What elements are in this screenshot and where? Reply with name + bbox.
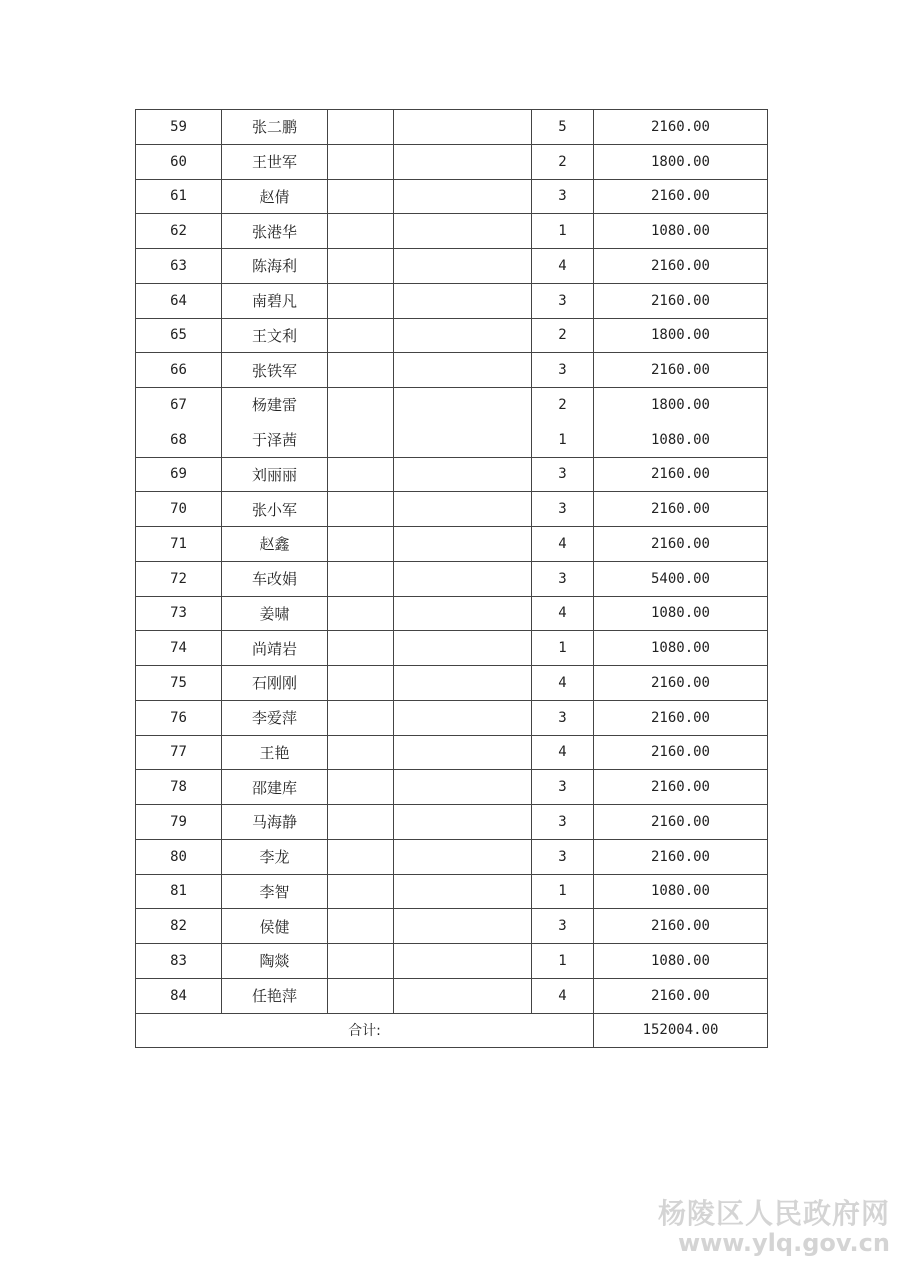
cell-name: 刘丽丽 bbox=[222, 457, 328, 492]
cell-number: 81 bbox=[136, 874, 222, 909]
cell-empty-1 bbox=[328, 596, 394, 631]
table-row bbox=[136, 179, 768, 214]
cell-name: 陶燚 bbox=[222, 944, 328, 979]
cell-name: 赵倩 bbox=[222, 179, 328, 214]
table-row bbox=[136, 492, 768, 527]
cell-empty-2 bbox=[394, 596, 532, 631]
cell-count: 1 bbox=[532, 422, 594, 457]
cell-empty-1 bbox=[328, 561, 394, 596]
cell-amount: 2160.00 bbox=[594, 839, 768, 874]
cell-empty-2 bbox=[394, 144, 532, 179]
table-row bbox=[136, 839, 768, 874]
cell-number: 77 bbox=[136, 735, 222, 770]
cell-number: 61 bbox=[136, 179, 222, 214]
cell-number: 70 bbox=[136, 492, 222, 527]
cell-empty-1 bbox=[328, 353, 394, 388]
cell-amount: 1800.00 bbox=[594, 318, 768, 353]
cell-amount: 2160.00 bbox=[594, 700, 768, 735]
cell-name: 尚靖岩 bbox=[222, 631, 328, 666]
cell-count: 3 bbox=[532, 492, 594, 527]
cell-amount: 2160.00 bbox=[594, 249, 768, 284]
table-row bbox=[136, 700, 768, 735]
cell-empty-2 bbox=[394, 214, 532, 249]
cell-empty-2 bbox=[394, 110, 532, 145]
cell-count: 3 bbox=[532, 805, 594, 840]
cell-amount: 1080.00 bbox=[594, 631, 768, 666]
cell-name: 张铁军 bbox=[222, 353, 328, 388]
cell-count: 2 bbox=[532, 318, 594, 353]
cell-number: 73 bbox=[136, 596, 222, 631]
cell-empty-1 bbox=[328, 249, 394, 284]
table-row bbox=[136, 214, 768, 249]
cell-amount: 1080.00 bbox=[594, 596, 768, 631]
cell-empty-2 bbox=[394, 457, 532, 492]
cell-count: 4 bbox=[532, 527, 594, 562]
cell-amount: 1080.00 bbox=[594, 944, 768, 979]
table-row bbox=[136, 457, 768, 492]
cell-empty-2 bbox=[394, 770, 532, 805]
cell-count: 2 bbox=[532, 144, 594, 179]
cell-count: 4 bbox=[532, 666, 594, 701]
cell-number: 75 bbox=[136, 666, 222, 701]
cell-empty-2 bbox=[394, 700, 532, 735]
cell-empty-1 bbox=[328, 735, 394, 770]
cell-amount: 2160.00 bbox=[594, 735, 768, 770]
table-row bbox=[136, 561, 768, 596]
roster-table bbox=[135, 109, 768, 1048]
cell-number: 72 bbox=[136, 561, 222, 596]
roster-body bbox=[136, 110, 768, 1014]
cell-empty-1 bbox=[328, 144, 394, 179]
cell-empty-2 bbox=[394, 874, 532, 909]
cell-empty-2 bbox=[394, 249, 532, 284]
cell-amount: 2160.00 bbox=[594, 179, 768, 214]
table-row bbox=[136, 909, 768, 944]
cell-number: 78 bbox=[136, 770, 222, 805]
cell-amount: 2160.00 bbox=[594, 492, 768, 527]
cell-empty-1 bbox=[328, 110, 394, 145]
table-row bbox=[136, 422, 768, 457]
total-label: 合计: bbox=[136, 1013, 594, 1048]
cell-name: 南碧凡 bbox=[222, 283, 328, 318]
site-watermark bbox=[658, 1198, 890, 1258]
cell-number: 67 bbox=[136, 388, 222, 423]
table-row bbox=[136, 666, 768, 701]
watermark-site-name: 杨陵区人民政府网 bbox=[657, 1197, 890, 1230]
cell-amount: 5400.00 bbox=[594, 561, 768, 596]
cell-empty-2 bbox=[394, 805, 532, 840]
table-row bbox=[136, 805, 768, 840]
cell-empty-1 bbox=[328, 422, 394, 457]
cell-empty-1 bbox=[328, 457, 394, 492]
cell-number: 80 bbox=[136, 839, 222, 874]
cell-name: 张二鹏 bbox=[222, 110, 328, 145]
cell-name: 侯健 bbox=[222, 909, 328, 944]
cell-name: 王文利 bbox=[222, 318, 328, 353]
cell-empty-2 bbox=[394, 527, 532, 562]
cell-amount: 2160.00 bbox=[594, 770, 768, 805]
cell-count: 3 bbox=[532, 770, 594, 805]
cell-count: 3 bbox=[532, 457, 594, 492]
cell-empty-1 bbox=[328, 631, 394, 666]
cell-amount: 1080.00 bbox=[594, 874, 768, 909]
total-amount: 152004.00 bbox=[594, 1013, 768, 1048]
table-row bbox=[136, 388, 768, 423]
cell-empty-2 bbox=[394, 839, 532, 874]
cell-empty-2 bbox=[394, 561, 532, 596]
cell-empty-1 bbox=[328, 527, 394, 562]
cell-count: 3 bbox=[532, 839, 594, 874]
cell-amount: 2160.00 bbox=[594, 909, 768, 944]
cell-number: 62 bbox=[136, 214, 222, 249]
cell-count: 3 bbox=[532, 283, 594, 318]
cell-amount: 1800.00 bbox=[594, 388, 768, 423]
cell-count: 3 bbox=[532, 353, 594, 388]
cell-amount: 2160.00 bbox=[594, 978, 768, 1013]
cell-number: 71 bbox=[136, 527, 222, 562]
cell-name: 王艳 bbox=[222, 735, 328, 770]
table-row bbox=[136, 249, 768, 284]
cell-empty-1 bbox=[328, 978, 394, 1013]
cell-number: 66 bbox=[136, 353, 222, 388]
cell-amount: 2160.00 bbox=[594, 666, 768, 701]
cell-count: 3 bbox=[532, 700, 594, 735]
cell-amount: 2160.00 bbox=[594, 805, 768, 840]
cell-empty-1 bbox=[328, 179, 394, 214]
cell-amount: 1800.00 bbox=[594, 144, 768, 179]
cell-number: 83 bbox=[136, 944, 222, 979]
cell-name: 李智 bbox=[222, 874, 328, 909]
cell-empty-2 bbox=[394, 318, 532, 353]
table-row bbox=[136, 110, 768, 145]
cell-amount: 2160.00 bbox=[594, 283, 768, 318]
cell-empty-1 bbox=[328, 666, 394, 701]
cell-empty-2 bbox=[394, 735, 532, 770]
cell-count: 3 bbox=[532, 179, 594, 214]
cell-number: 68 bbox=[136, 422, 222, 457]
cell-name: 王世军 bbox=[222, 144, 328, 179]
cell-count: 4 bbox=[532, 978, 594, 1013]
cell-empty-1 bbox=[328, 770, 394, 805]
cell-name: 赵鑫 bbox=[222, 527, 328, 562]
cell-count: 1 bbox=[532, 944, 594, 979]
table-row bbox=[136, 874, 768, 909]
cell-number: 64 bbox=[136, 283, 222, 318]
cell-count: 3 bbox=[532, 561, 594, 596]
cell-empty-1 bbox=[328, 492, 394, 527]
cell-name: 陈海利 bbox=[222, 249, 328, 284]
table-row bbox=[136, 527, 768, 562]
cell-number: 76 bbox=[136, 700, 222, 735]
cell-number: 79 bbox=[136, 805, 222, 840]
cell-count: 3 bbox=[532, 909, 594, 944]
cell-empty-2 bbox=[394, 631, 532, 666]
cell-empty-2 bbox=[394, 944, 532, 979]
cell-empty-2 bbox=[394, 666, 532, 701]
cell-count: 5 bbox=[532, 110, 594, 145]
table-row bbox=[136, 596, 768, 631]
cell-name: 姜啸 bbox=[222, 596, 328, 631]
cell-name: 任艳萍 bbox=[222, 978, 328, 1013]
cell-name: 邵建库 bbox=[222, 770, 328, 805]
cell-amount: 2160.00 bbox=[594, 527, 768, 562]
cell-number: 59 bbox=[136, 110, 222, 145]
cell-count: 4 bbox=[532, 249, 594, 284]
cell-number: 69 bbox=[136, 457, 222, 492]
cell-empty-2 bbox=[394, 978, 532, 1013]
cell-empty-2 bbox=[394, 283, 532, 318]
cell-name: 杨建雷 bbox=[222, 388, 328, 423]
cell-number: 74 bbox=[136, 631, 222, 666]
cell-empty-1 bbox=[328, 944, 394, 979]
cell-empty-1 bbox=[328, 214, 394, 249]
cell-name: 李爱萍 bbox=[222, 700, 328, 735]
cell-number: 82 bbox=[136, 909, 222, 944]
cell-empty-2 bbox=[394, 388, 532, 423]
table-row bbox=[136, 944, 768, 979]
cell-number: 65 bbox=[136, 318, 222, 353]
cell-amount: 2160.00 bbox=[594, 353, 768, 388]
cell-empty-1 bbox=[328, 700, 394, 735]
cell-empty-1 bbox=[328, 805, 394, 840]
cell-name: 车改娟 bbox=[222, 561, 328, 596]
cell-empty-1 bbox=[328, 283, 394, 318]
watermark-site-url: www.ylq.gov.cn bbox=[677, 1229, 890, 1258]
table-row bbox=[136, 283, 768, 318]
table-row bbox=[136, 978, 768, 1013]
cell-name: 于泽茜 bbox=[222, 422, 328, 457]
cell-empty-2 bbox=[394, 179, 532, 214]
cell-name: 马海静 bbox=[222, 805, 328, 840]
cell-name: 张港华 bbox=[222, 214, 328, 249]
cell-amount: 2160.00 bbox=[594, 110, 768, 145]
cell-count: 2 bbox=[532, 388, 594, 423]
cell-empty-1 bbox=[328, 839, 394, 874]
cell-count: 1 bbox=[532, 631, 594, 666]
cell-amount: 1080.00 bbox=[594, 214, 768, 249]
cell-name: 李龙 bbox=[222, 839, 328, 874]
table-row bbox=[136, 144, 768, 179]
cell-empty-2 bbox=[394, 353, 532, 388]
cell-empty-1 bbox=[328, 909, 394, 944]
cell-count: 1 bbox=[532, 214, 594, 249]
cell-count: 1 bbox=[532, 874, 594, 909]
cell-empty-1 bbox=[328, 874, 394, 909]
cell-name: 张小军 bbox=[222, 492, 328, 527]
table-row bbox=[136, 770, 768, 805]
cell-name: 石刚刚 bbox=[222, 666, 328, 701]
cell-number: 63 bbox=[136, 249, 222, 284]
total-row bbox=[136, 1013, 768, 1048]
cell-count: 4 bbox=[532, 596, 594, 631]
cell-amount: 1080.00 bbox=[594, 422, 768, 457]
table-row bbox=[136, 353, 768, 388]
table-row bbox=[136, 318, 768, 353]
cell-number: 60 bbox=[136, 144, 222, 179]
cell-empty-2 bbox=[394, 909, 532, 944]
cell-empty-1 bbox=[328, 388, 394, 423]
cell-amount: 2160.00 bbox=[594, 457, 768, 492]
cell-count: 4 bbox=[532, 735, 594, 770]
table-row bbox=[136, 631, 768, 666]
table-row bbox=[136, 735, 768, 770]
cell-empty-1 bbox=[328, 318, 394, 353]
cell-empty-2 bbox=[394, 422, 532, 457]
cell-number: 84 bbox=[136, 978, 222, 1013]
cell-empty-2 bbox=[394, 492, 532, 527]
